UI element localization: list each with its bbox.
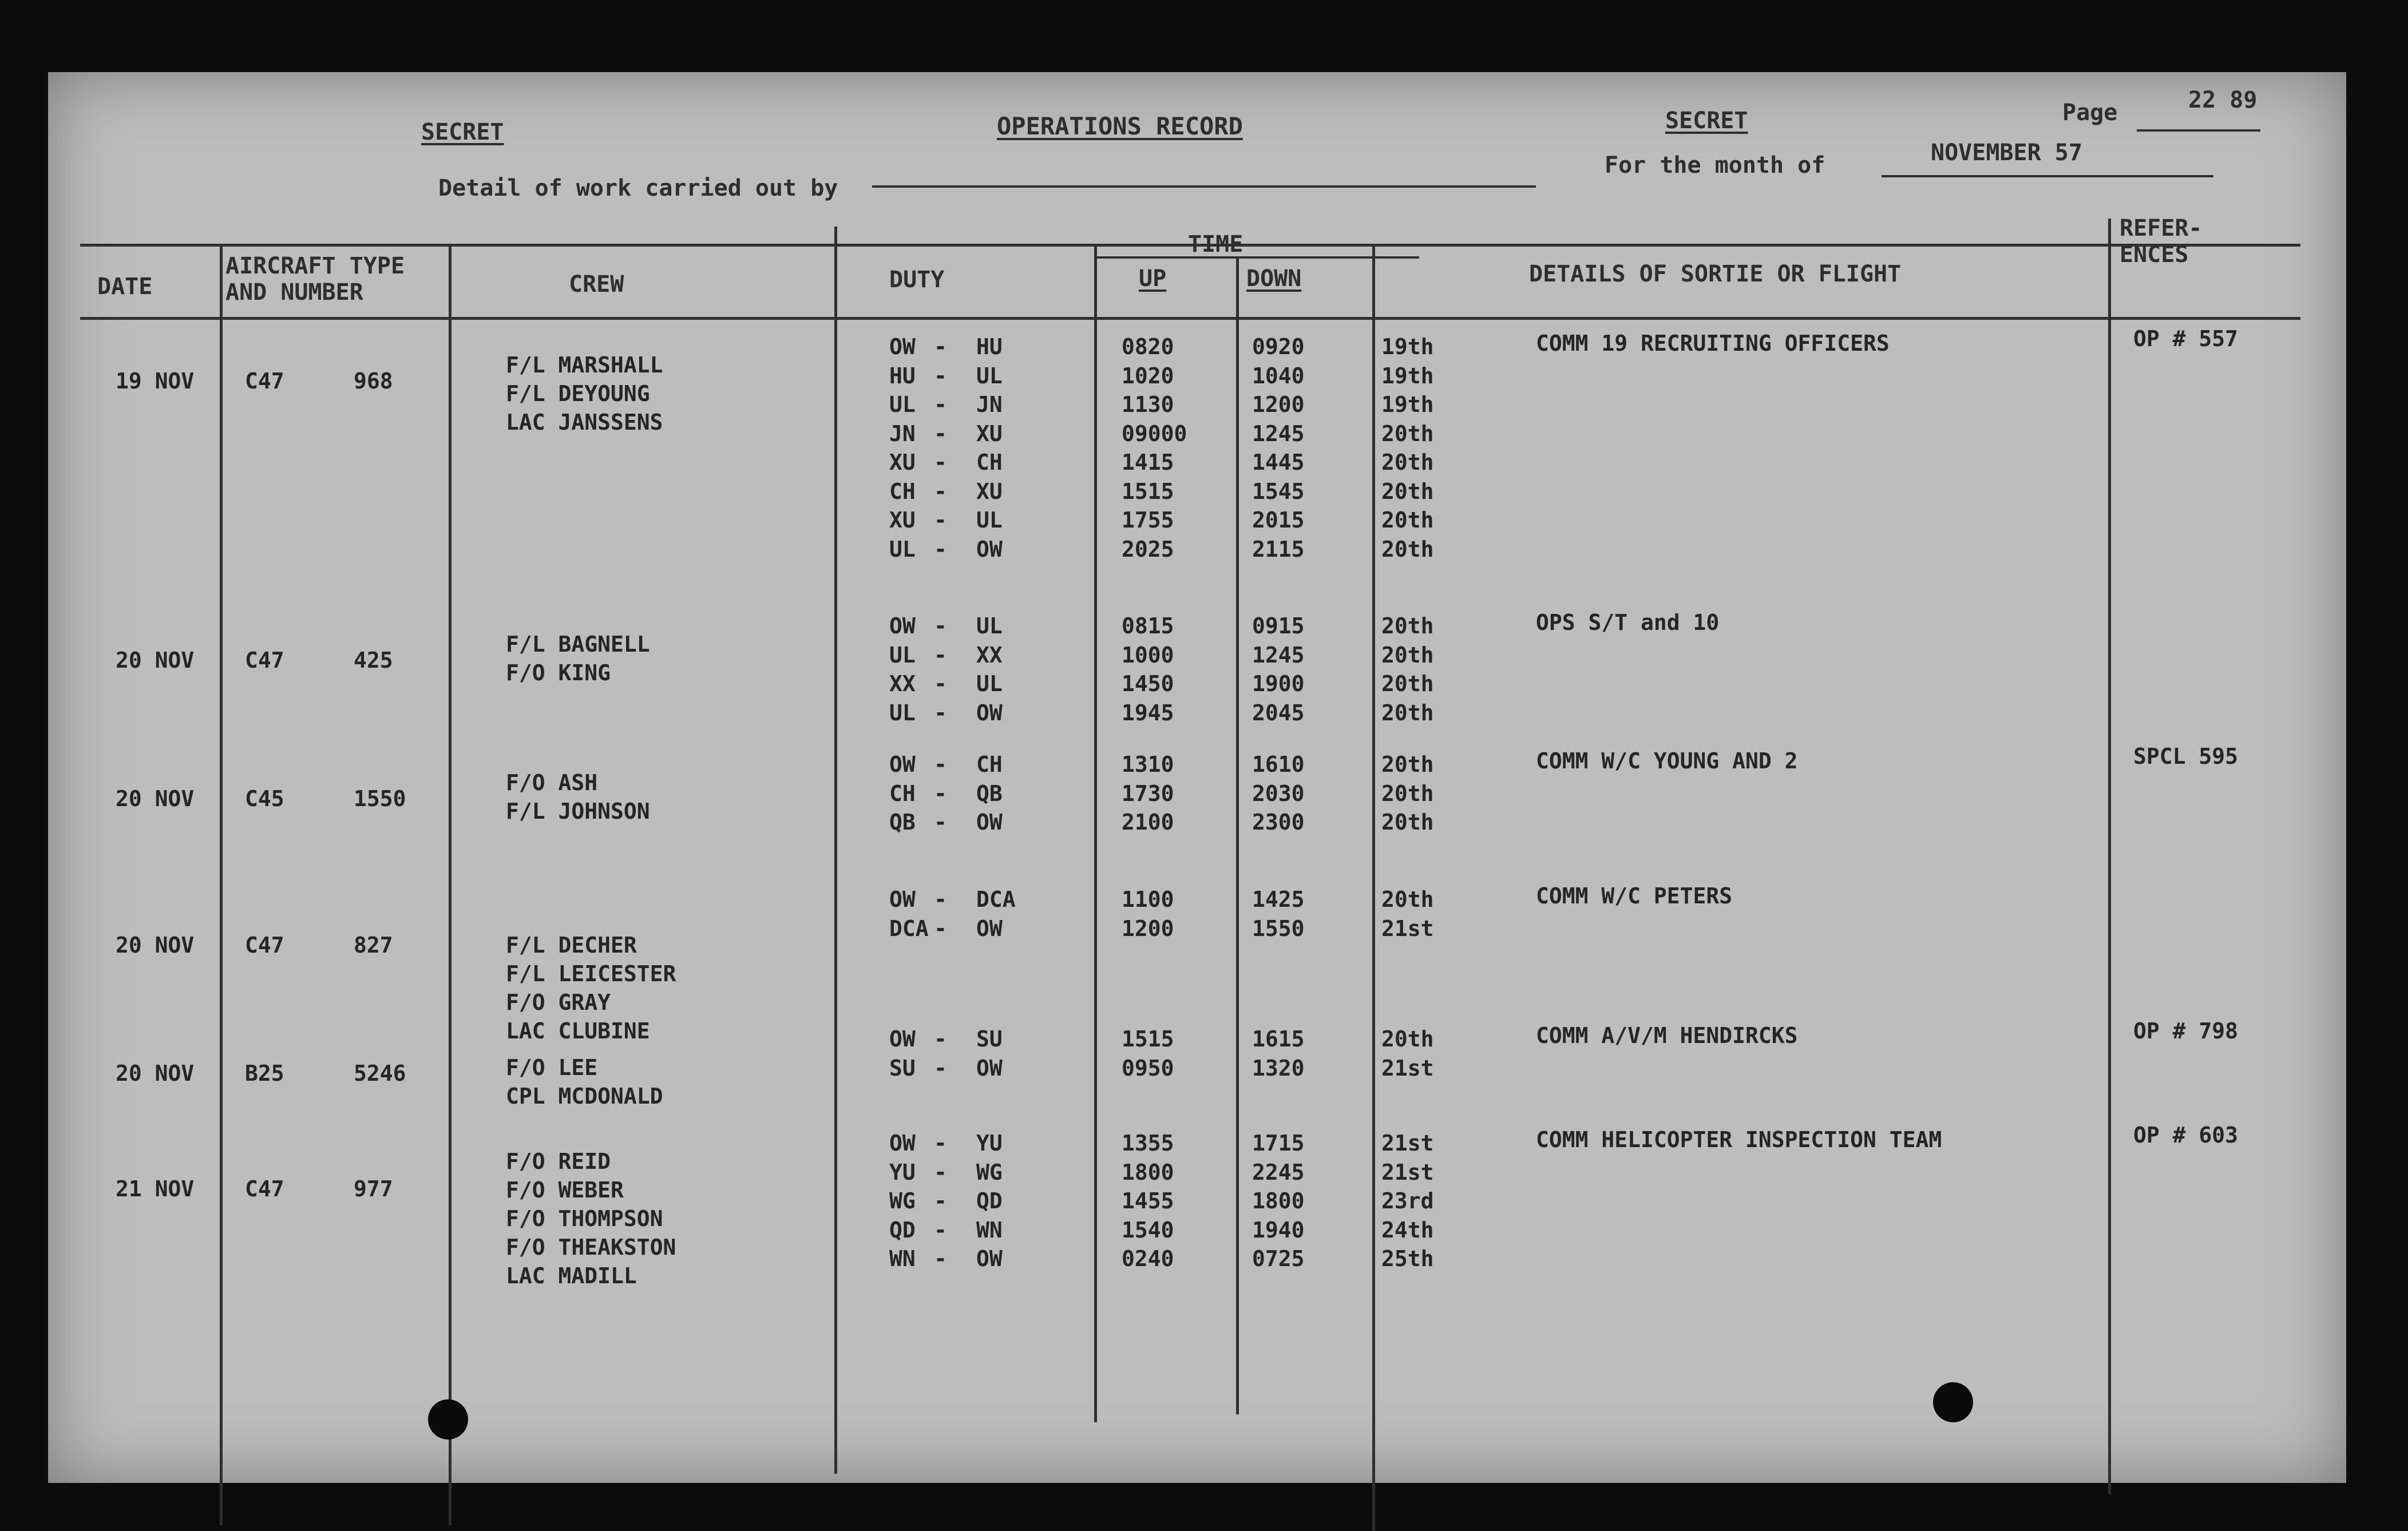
duty-dash: - xyxy=(934,421,947,446)
duty-from: SU xyxy=(889,1055,916,1081)
time-down: 2015 xyxy=(1252,507,1305,533)
duty-from: UL xyxy=(889,392,916,417)
col-rule-duty xyxy=(1094,244,1097,1422)
time-down: 2245 xyxy=(1252,1159,1305,1185)
flight-day: 20th xyxy=(1381,450,1434,475)
duty-to: OW xyxy=(976,810,1003,835)
flight-day: 21st xyxy=(1381,915,1434,941)
crew-member: F/L JOHNSON xyxy=(506,799,650,824)
duty-dash: - xyxy=(934,1026,947,1052)
crew-member: F/L MARSHALL xyxy=(506,352,663,378)
aircraft-type: C45 xyxy=(245,786,284,811)
duty-to: CH xyxy=(976,450,1003,475)
col-header-down: DOWN xyxy=(1246,265,1302,292)
secret-stamp-right: SECRET xyxy=(1665,108,1748,134)
duty-to: OW xyxy=(976,915,1003,941)
crew-member: LAC CLUBINE xyxy=(506,1018,650,1044)
flight-day: 21st xyxy=(1381,1131,1434,1156)
duty-to: UL xyxy=(976,363,1003,388)
col-header-aircraft-1: AIRCRAFT TYPE xyxy=(225,253,405,279)
col-rule-crew xyxy=(834,227,837,1474)
col-rule-up xyxy=(1236,259,1239,1414)
col-header-ref-1: REFER- xyxy=(2120,215,2203,241)
col-rule-date xyxy=(220,244,223,1525)
entry-date: 20 NOV xyxy=(116,933,195,958)
month-underline xyxy=(1882,175,2213,177)
flight-day: 21st xyxy=(1381,1055,1434,1081)
col-header-aircraft-2: AND NUMBER xyxy=(225,279,363,306)
time-down: 1545 xyxy=(1252,478,1305,504)
time-up: 09000 xyxy=(1122,421,1187,446)
time-up: 1515 xyxy=(1122,1026,1174,1052)
crew-member: F/L LEICESTER xyxy=(506,961,676,986)
flight-day: 20th xyxy=(1381,810,1434,835)
time-down: 1200 xyxy=(1252,392,1305,417)
duty-dash: - xyxy=(934,1159,947,1185)
duty-to: CH xyxy=(976,752,1003,777)
time-up: 1020 xyxy=(1122,363,1174,388)
duty-dash: - xyxy=(934,642,947,668)
aircraft-number: 968 xyxy=(354,368,393,394)
duty-to: DCA xyxy=(976,887,1016,912)
entry-date: 20 NOV xyxy=(116,1061,195,1086)
duty-from: QD xyxy=(889,1217,916,1243)
duty-to: XX xyxy=(976,642,1003,668)
time-down: 1245 xyxy=(1252,421,1305,446)
time-down: 1615 xyxy=(1252,1026,1305,1052)
col-rule-down xyxy=(1372,244,1375,1531)
crew-member: F/L BAGNELL xyxy=(506,632,650,657)
duty-to: JN xyxy=(976,392,1003,417)
time-up: 1730 xyxy=(1122,780,1174,806)
duty-from: OW xyxy=(889,887,916,912)
time-down: 1550 xyxy=(1252,915,1305,941)
time-rule xyxy=(1095,256,1419,259)
time-up: 1450 xyxy=(1122,671,1174,696)
duty-dash: - xyxy=(934,450,947,475)
duty-dash: - xyxy=(934,671,947,696)
duty-dash: - xyxy=(934,363,947,388)
duty-from: XU xyxy=(889,507,916,533)
time-down: 2045 xyxy=(1252,700,1305,725)
duty-to: HU xyxy=(976,334,1003,359)
time-down: 1445 xyxy=(1252,450,1305,475)
flight-day: 20th xyxy=(1381,478,1434,504)
sortie-details: OPS S/T and 10 xyxy=(1536,610,1720,635)
aircraft-number: 827 xyxy=(354,933,393,958)
duty-from: UL xyxy=(889,700,916,725)
aircraft-type: C47 xyxy=(245,368,284,394)
duty-to: XU xyxy=(976,421,1003,446)
time-up: 1130 xyxy=(1122,392,1174,417)
month-label: For the month of xyxy=(1605,152,1825,179)
duty-from: QB xyxy=(889,810,916,835)
duty-from: XU xyxy=(889,450,916,475)
col-header-details: DETAILS OF SORTIE OR FLIGHT xyxy=(1529,261,1902,287)
duty-to: UL xyxy=(976,613,1003,638)
duty-dash: - xyxy=(934,392,947,417)
aircraft-number: 5246 xyxy=(354,1061,406,1086)
duty-to: UL xyxy=(976,507,1003,533)
duty-dash: - xyxy=(934,1188,947,1213)
duty-from: CH xyxy=(889,478,916,504)
flight-day: 24th xyxy=(1381,1217,1434,1243)
time-up: 1100 xyxy=(1122,887,1174,912)
aircraft-type: C47 xyxy=(245,1176,284,1201)
crew-member: F/O WEBER xyxy=(506,1177,624,1203)
time-down: 0920 xyxy=(1252,334,1305,359)
time-up: 1415 xyxy=(1122,450,1174,475)
sortie-details: COMM A/V/M HENDIRCKS xyxy=(1536,1023,1798,1048)
time-down: 1320 xyxy=(1252,1055,1305,1081)
month-value: NOVEMBER 57 xyxy=(1931,140,2082,166)
col-header-up: UP xyxy=(1139,265,1167,292)
duty-dash: - xyxy=(934,752,947,777)
crew-member: LAC JANSSENS xyxy=(506,410,663,435)
detail-label: Detail of work carried out by xyxy=(438,175,838,201)
time-down: 1425 xyxy=(1252,887,1305,912)
sortie-details: COMM 19 RECRUITING OFFICERS xyxy=(1536,331,1890,356)
time-up: 1455 xyxy=(1122,1188,1174,1213)
reference: OP # 603 xyxy=(2133,1123,2239,1148)
unit-underline xyxy=(872,185,1536,188)
duty-from: XX xyxy=(889,671,916,696)
time-up: 1200 xyxy=(1122,915,1174,941)
time-up: 1945 xyxy=(1122,700,1174,725)
duty-dash: - xyxy=(934,887,947,912)
time-down: 0915 xyxy=(1252,613,1305,638)
time-down: 1900 xyxy=(1252,671,1305,696)
sortie-details: COMM W/C PETERS xyxy=(1536,883,1733,909)
col-header-date: DATE xyxy=(97,273,153,300)
duty-dash: - xyxy=(934,478,947,504)
page-number: 22 89 xyxy=(2188,87,2258,113)
duty-from: OW xyxy=(889,1131,916,1156)
time-down: 1610 xyxy=(1252,752,1305,777)
duty-dash: - xyxy=(934,613,947,638)
crew-member: F/O ASH xyxy=(506,770,598,795)
duty-to: OW xyxy=(976,536,1003,562)
crew-member: F/O LEE xyxy=(506,1055,598,1080)
col-header-time: TIME xyxy=(1188,231,1243,257)
duty-from: WG xyxy=(889,1188,916,1213)
duty-dash: - xyxy=(934,1246,947,1271)
entry-date: 21 NOV xyxy=(116,1176,195,1201)
time-up: 1755 xyxy=(1122,507,1174,533)
flight-day: 20th xyxy=(1381,507,1434,533)
record-sheet xyxy=(48,72,2346,1483)
crew-member: F/O KING xyxy=(506,660,611,685)
duty-from: UL xyxy=(889,536,916,562)
duty-from: CH xyxy=(889,780,916,806)
col-header-crew: CREW xyxy=(569,271,624,298)
flight-day: 20th xyxy=(1381,671,1434,696)
crew-member: F/O REID xyxy=(506,1149,611,1174)
time-up: 0240 xyxy=(1122,1246,1174,1271)
duty-to: YU xyxy=(976,1131,1003,1156)
duty-dash: - xyxy=(934,700,947,725)
time-up: 0820 xyxy=(1122,334,1174,359)
time-up: 1800 xyxy=(1122,1159,1174,1185)
crew-member: F/L DECHER xyxy=(506,933,637,958)
sortie-details: COMM HELICOPTER INSPECTION TEAM xyxy=(1536,1127,1942,1152)
aircraft-type: B25 xyxy=(245,1061,284,1086)
reference: OP # 557 xyxy=(2133,326,2239,351)
flight-day: 20th xyxy=(1381,887,1434,912)
col-rule-aircraft xyxy=(449,244,451,1525)
duty-from: DCA xyxy=(889,915,929,941)
page-label: Page xyxy=(2062,100,2118,126)
page-title: OPERATIONS RECORD xyxy=(997,112,1243,140)
flight-day: 19th xyxy=(1381,392,1434,417)
crew-member: F/O THEAKSTON xyxy=(506,1235,676,1260)
flight-day: 19th xyxy=(1381,334,1434,359)
duty-to: WG xyxy=(976,1159,1003,1185)
flight-day: 20th xyxy=(1381,613,1434,638)
flight-day: 20th xyxy=(1381,752,1434,777)
time-up: 0950 xyxy=(1122,1055,1174,1081)
flight-day: 20th xyxy=(1381,642,1434,668)
duty-to: QD xyxy=(976,1188,1003,1213)
duty-dash: - xyxy=(934,780,947,806)
flight-day: 20th xyxy=(1381,536,1434,562)
reference: OP # 798 xyxy=(2133,1018,2239,1044)
duty-dash: - xyxy=(934,507,947,533)
time-up: 2100 xyxy=(1122,810,1174,835)
aircraft-type: C47 xyxy=(245,933,284,958)
duty-from: YU xyxy=(889,1159,916,1185)
time-down: 1800 xyxy=(1252,1188,1305,1213)
duty-from: HU xyxy=(889,363,916,388)
punch-hole-right xyxy=(1933,1382,1973,1422)
crew-member: CPL MCDONALD xyxy=(506,1084,663,1109)
aircraft-number: 1550 xyxy=(354,786,406,811)
time-down: 1245 xyxy=(1252,642,1305,668)
duty-from: OW xyxy=(889,613,916,638)
duty-from: OW xyxy=(889,334,916,359)
aircraft-number: 977 xyxy=(354,1176,393,1201)
crew-member: F/O GRAY xyxy=(506,990,611,1015)
duty-to: UL xyxy=(976,671,1003,696)
duty-from: JN xyxy=(889,421,916,446)
time-down: 1715 xyxy=(1252,1131,1305,1156)
punch-hole-left xyxy=(428,1399,468,1439)
time-up: 1355 xyxy=(1122,1131,1174,1156)
duty-from: OW xyxy=(889,1026,916,1052)
duty-dash: - xyxy=(934,1055,947,1081)
sortie-details: COMM W/C YOUNG AND 2 xyxy=(1536,748,1798,774)
flight-day: 23rd xyxy=(1381,1188,1434,1213)
page-underline xyxy=(2137,129,2260,132)
duty-from: WN xyxy=(889,1246,916,1271)
flight-day: 20th xyxy=(1381,780,1434,806)
col-rule-details xyxy=(2108,219,2111,1494)
flight-day: 20th xyxy=(1381,700,1434,725)
duty-to: XU xyxy=(976,478,1003,504)
time-up: 1000 xyxy=(1122,642,1174,668)
time-down: 1040 xyxy=(1252,363,1305,388)
duty-to: OW xyxy=(976,1246,1003,1271)
secret-stamp-left: SECRET xyxy=(421,119,504,145)
duty-dash: - xyxy=(934,536,947,562)
flight-day: 19th xyxy=(1381,363,1434,388)
entry-date: 20 NOV xyxy=(116,648,195,673)
time-down: 2115 xyxy=(1252,536,1305,562)
time-up: 1540 xyxy=(1122,1217,1174,1243)
duty-to: OW xyxy=(976,700,1003,725)
flight-day: 21st xyxy=(1381,1159,1434,1185)
entry-date: 19 NOV xyxy=(116,368,195,394)
crew-member: LAC MADILL xyxy=(506,1263,637,1288)
time-up: 2025 xyxy=(1122,536,1174,562)
duty-dash: - xyxy=(934,1131,947,1156)
col-header-duty: DUTY xyxy=(889,267,945,293)
duty-dash: - xyxy=(934,334,947,359)
time-down: 0725 xyxy=(1252,1246,1305,1271)
duty-to: OW xyxy=(976,1055,1003,1081)
time-down: 2300 xyxy=(1252,810,1305,835)
entry-date: 20 NOV xyxy=(116,786,195,811)
time-down: 1940 xyxy=(1252,1217,1305,1243)
reference: SPCL 595 xyxy=(2133,744,2239,769)
aircraft-number: 425 xyxy=(354,648,393,673)
flight-day: 25th xyxy=(1381,1246,1434,1271)
duty-to: SU xyxy=(976,1026,1003,1052)
col-header-ref-2: ENCES xyxy=(2120,241,2189,268)
flight-day: 20th xyxy=(1381,421,1434,446)
duty-dash: - xyxy=(934,810,947,835)
aircraft-type: C47 xyxy=(245,648,284,673)
time-up: 1310 xyxy=(1122,752,1174,777)
flight-day: 20th xyxy=(1381,1026,1434,1052)
time-up: 1515 xyxy=(1122,478,1174,504)
duty-dash: - xyxy=(934,915,947,941)
crew-member: F/O THOMPSON xyxy=(506,1206,663,1231)
time-down: 2030 xyxy=(1252,780,1305,806)
duty-to: QB xyxy=(976,780,1003,806)
header-bottom-rule xyxy=(80,317,2300,320)
duty-dash: - xyxy=(934,1217,947,1243)
duty-from: OW xyxy=(889,752,916,777)
duty-to: WN xyxy=(976,1217,1003,1243)
crew-member: F/L DEYOUNG xyxy=(506,381,650,406)
time-up: 0815 xyxy=(1122,613,1174,638)
duty-from: UL xyxy=(889,642,916,668)
